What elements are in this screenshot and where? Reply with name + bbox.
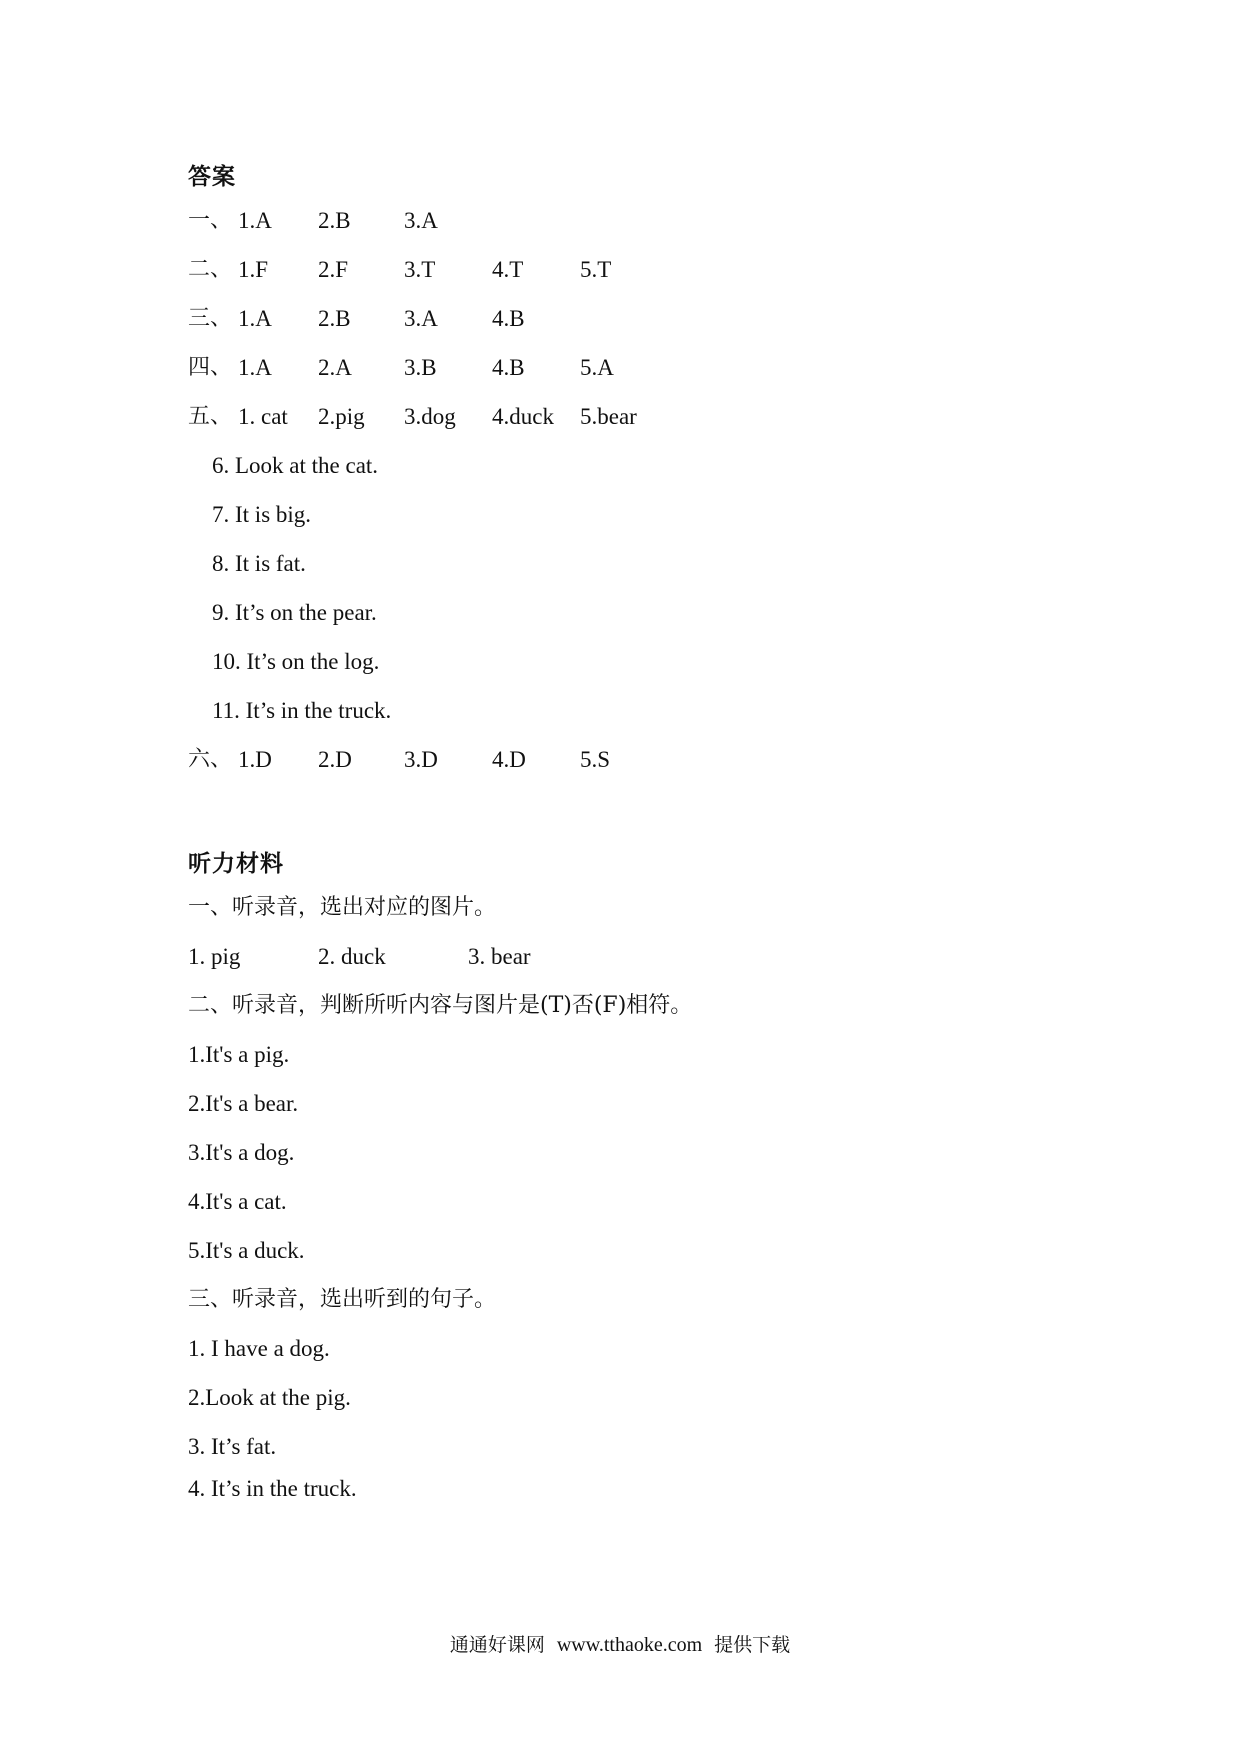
listening-sentence: 4. It’s in the truck. [188, 1476, 357, 1501]
answer-item: 2.pig [318, 404, 365, 429]
answer-sentence: 6. Look at the cat. [212, 453, 379, 478]
row-label: 四、 [188, 355, 233, 380]
answer-item: 4.B [492, 355, 525, 380]
listening-sentence: 5.It's a duck. [188, 1238, 305, 1263]
answer-item: 1.A [238, 208, 272, 233]
answer-item: 5.T [580, 257, 612, 282]
row-label: 六、 [188, 747, 233, 772]
answer-item: 3.A [404, 208, 438, 233]
listening-sentence: 3.It's a dog. [188, 1140, 295, 1165]
row-label: 二、 [188, 257, 233, 282]
answer-item: 3.T [404, 257, 436, 282]
answer-item: 1.A [238, 355, 272, 380]
answer-item: 4.duck [492, 404, 554, 429]
answer-item: 1.A [238, 306, 272, 331]
answer-item: 1. cat [238, 404, 288, 429]
answer-item: 3.D [404, 747, 438, 772]
listening-sentence: 4.It's a cat. [188, 1189, 287, 1214]
row-label: 三、 [188, 306, 233, 331]
listening-sentence: 1. I have a dog. [188, 1336, 330, 1361]
listening-sentence: 3. It’s fat. [188, 1434, 277, 1459]
answer-item: 4.T [492, 257, 524, 282]
answer-item: 5.S [580, 747, 611, 772]
listening-item: 3. bear [468, 944, 531, 969]
listening-sentence: 1.It's a pig. [188, 1042, 290, 1067]
footer [0, 1630, 1240, 1657]
answer-item: 5.A [580, 355, 614, 380]
answer-item: 2.F [318, 257, 349, 282]
answer-sentence: 11. It’s in the truck. [212, 698, 392, 723]
answer-item: 1.D [238, 747, 272, 772]
answer-sentence: 9. It’s on the pear. [212, 600, 377, 625]
answer-item: 2.A [318, 355, 352, 380]
footer-suffix: 提供下载 [714, 1634, 791, 1656]
answer-item: 1.F [238, 257, 269, 282]
answer-item: 2.D [318, 747, 352, 772]
answer-item: 5.bear [580, 404, 637, 429]
answer-item: 3.B [404, 355, 437, 380]
part3-heading: 三、听录音，选出听到的句子。 [188, 1287, 497, 1312]
footer-site-name: 通通好课网 [449, 1634, 545, 1656]
footer-url[interactable]: www.tthaoke.com [556, 1634, 703, 1656]
part1-heading: 一、听录音，选出对应的图片。 [188, 895, 497, 920]
answer-item: 3.dog [404, 404, 456, 429]
listening-item: 2. duck [318, 944, 386, 969]
answer-item: 3.A [404, 306, 438, 331]
answer-item: 4.D [492, 747, 526, 772]
listening-sentence: 2.It's a bear. [188, 1091, 299, 1116]
answer-sentence: 10. It’s on the log. [212, 649, 380, 674]
row-label: 一、 [188, 208, 233, 233]
listening-title: 听力材料 [188, 851, 284, 877]
answers-title: 答案 [188, 164, 236, 190]
answer-sentence: 7. It is big. [212, 502, 312, 527]
listening-sentence: 2.Look at the pig. [188, 1385, 351, 1410]
answer-item: 2.B [318, 208, 351, 233]
answer-sentence: 8. It is fat. [212, 551, 306, 576]
answer-item: 4.B [492, 306, 525, 331]
row-label: 五、 [188, 404, 233, 429]
listening-item: 1. pig [188, 944, 241, 969]
answer-item: 2.B [318, 306, 351, 331]
part2-heading: 二、听录音，判断所听内容与图片是(T)否(F)相符。 [188, 993, 693, 1018]
